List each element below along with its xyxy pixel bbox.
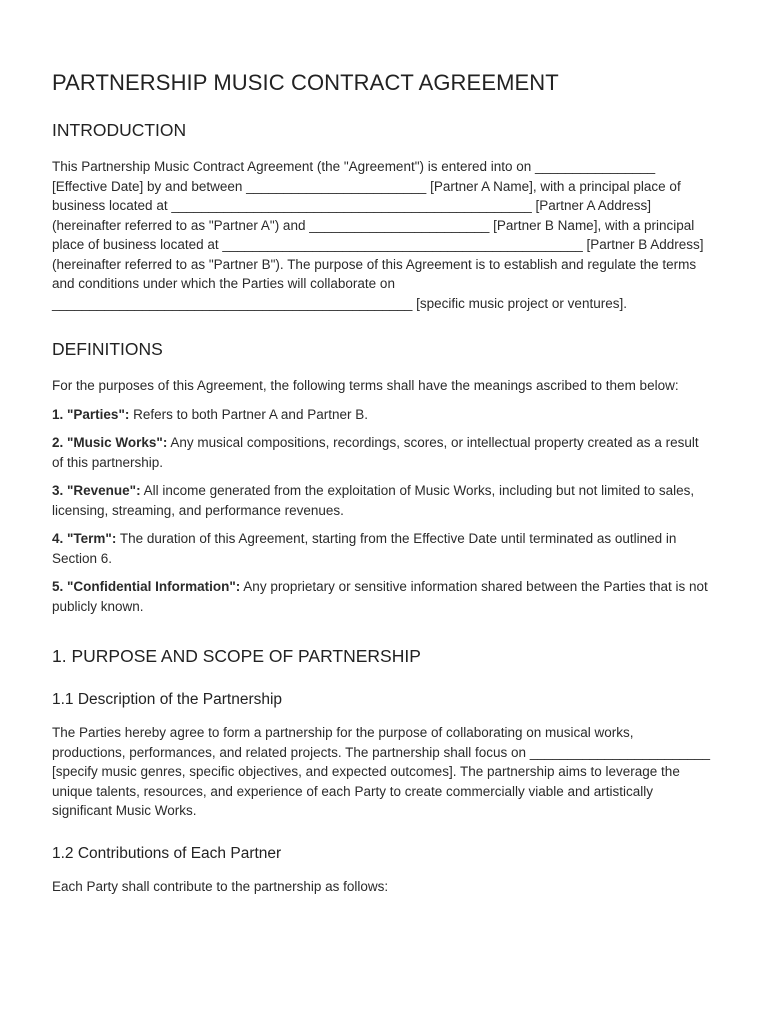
- definitions-section: [52, 339, 710, 616]
- contributions-paragraph: Each Party shall contribute to the partnership as follows:: [52, 878, 389, 894]
- definition-term: 3. "Revenue":: [52, 483, 141, 498]
- definition-item: [52, 577, 710, 616]
- definition-item: [52, 529, 710, 568]
- definition-text: All income generated from the exploitation of Music Works, including but not limited to sales, licensing, streaming, and performance revenues.: [52, 483, 695, 518]
- description-paragraph: The Parties hereby agree to form a partnership for the purpose of collaborating on musical works, productions, performances, and related projects. The partnership shall focus on ________________________ [specify music genres, specific objectives, and expected outcomes]. The partnership aims to leverage the unique talents, resources, and experience of each Party to create commercially viable and artistically significant Music Works.: [52, 725, 710, 818]
- definition-text: The duration of this Agreement, starting from the Effective Date until terminated as outlined in Section 6.: [52, 531, 677, 566]
- introduction-paragraph: This Partnership Music Contract Agreement (the "Agreement") is entered into on ________________ [Effective Date] by and between ________________________ [Partner A Name], with a principal place of business located at ________________________________________________ [Partner A Address] (hereinafter referred to as "Partner A") and ________________________ [Partner B Name], with a principal place of business located at ________________________________________________ [Partner B Address] (hereinafter referred to as "Partner B"). The purpose of this Agreement is to establish and regulate the terms and conditions under which the Parties will collaborate on ________________________________________________ [specific music project or ventures].: [52, 159, 704, 311]
- definition-term: 4. "Term":: [52, 531, 117, 546]
- contributions-subheading: 1.2 Contributions of Each Partner: [52, 844, 282, 862]
- definition-text: Refers to both Partner A and Partner B.: [129, 406, 368, 422]
- introduction-heading: INTRODUCTION: [52, 120, 187, 140]
- definition-item: [52, 481, 710, 520]
- definition-item: [52, 433, 710, 472]
- purpose-heading: 1. PURPOSE AND SCOPE OF PARTNERSHIP: [52, 646, 421, 666]
- purpose-section: [52, 646, 710, 896]
- description-subheading: 1.1 Description of the Partnership: [52, 691, 283, 708]
- definitions-intro: For the purposes of this Agreement, the following terms shall have the meanings ascribed to them below:: [52, 378, 679, 393]
- definition-term: 2. "Music Works":: [52, 435, 168, 450]
- definition-term: 5. "Confidential Information":: [52, 579, 241, 594]
- definitions-heading: DEFINITIONS: [52, 339, 163, 359]
- definition-text: Any musical compositions, recordings, scores, or intellectual property created as a result of this partnership.: [52, 435, 699, 470]
- definition-term: 1. "Parties":: [52, 406, 130, 422]
- document-title: PARTNERSHIP MUSIC CONTRACT AGREEMENT: [52, 70, 559, 95]
- introduction-section: [52, 120, 710, 313]
- definition-item: [52, 405, 710, 425]
- definition-text: Any proprietary or sensitive information shared between the Parties that is not publicly known.: [52, 579, 708, 614]
